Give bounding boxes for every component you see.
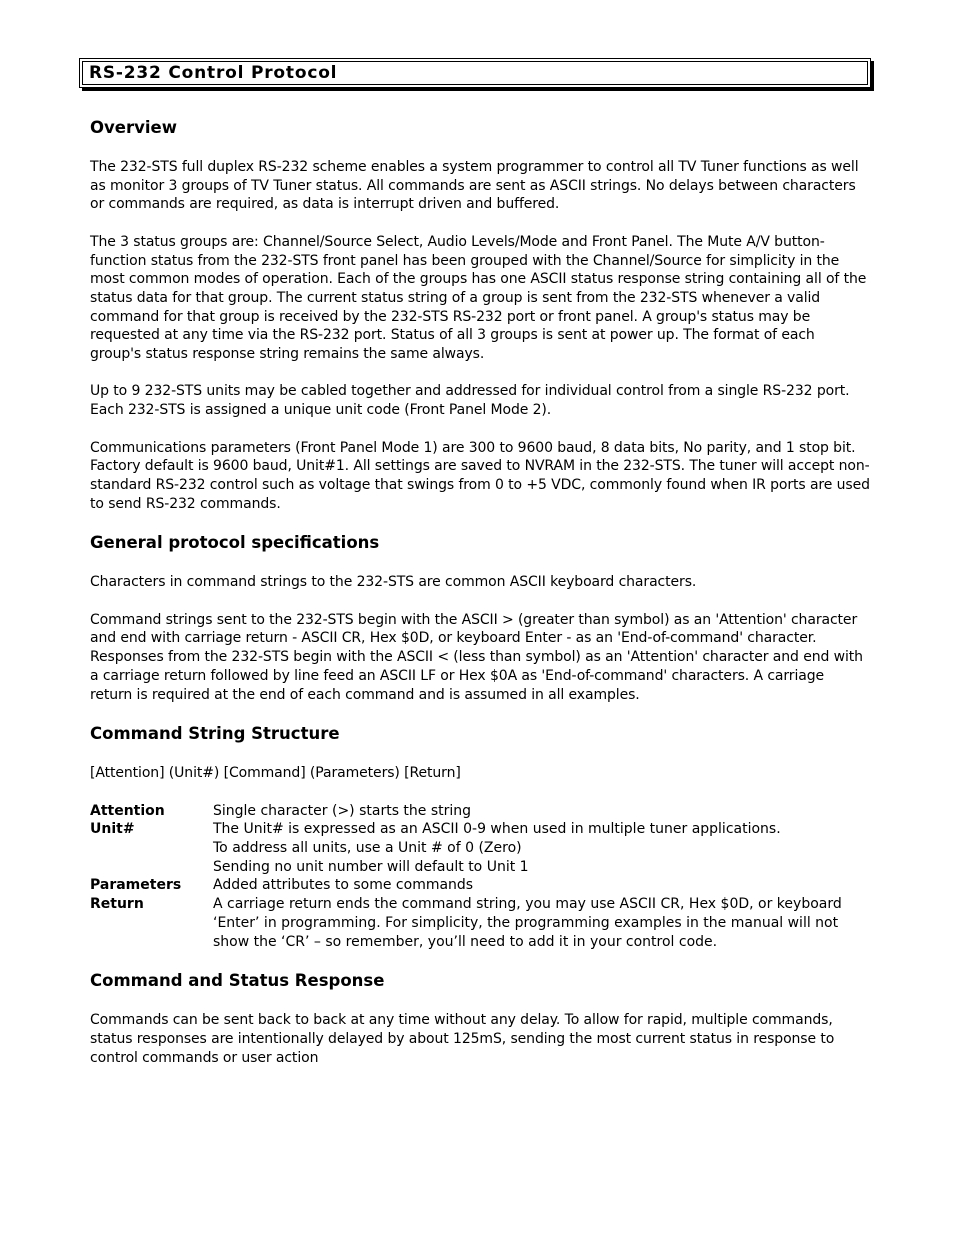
general-paragraph-1: Characters in command strings to the 232-STS are common ASCII keyboard characters. — [90, 574, 697, 591]
definition-term: Attention — [90, 802, 165, 819]
overview-paragraph-2: The 3 status groups are: Channel/Source Select, Audio Levels/Mode and Front Panel. The Mute A/V button-function status from the 232-STS front panel has been grouped with the Channel/Source for simplicity in the most common modes of operation. Each of the groups has one ASCII status response string containing all of the status data for that group. The current status string of a group is sent from the 232-STS whenever a valid command for that group is received by the 232-STS RS-232 port or front panel. A group's status may be requested at any time via the RS-232 port. Status of all 3 groups is sent at power up. The format of each group's status response string remains the same always. — [90, 233, 867, 363]
status-response-heading: Command and Status Response — [90, 971, 385, 991]
definition-row-attention — [90, 802, 870, 821]
page-title: RS-232 Control Protocol — [89, 63, 338, 83]
general-protocol-heading: General protocol specifications — [90, 533, 380, 553]
definition-term: Parameters — [90, 877, 182, 894]
definition-line: To address all units, use a Unit # of 0 (Zero) — [213, 840, 522, 857]
definition-line: Sending no unit number will default to Unit 1 — [213, 858, 529, 875]
definition-row-unit — [90, 820, 870, 876]
command-syntax: [Attention] (Unit#) [Command] (Parameters) [Return] — [90, 765, 461, 782]
overview-heading: Overview — [90, 118, 177, 137]
overview-paragraph-3: Up to 9 232-STS units may be cabled together and addressed for individual control from a single RS-232 port. Each 232-STS is assigned a unique unit code (Front Panel Mode 2). — [90, 383, 850, 419]
definition-description — [213, 876, 870, 895]
definition-row-parameters — [90, 876, 870, 895]
definition-description — [213, 802, 870, 821]
document-body — [90, 117, 870, 1067]
status-paragraph-1: Commands can be sent back to back at any time without any delay. To allow for rapid, multiple commands, status responses are intentionally delayed by about 125mS, sending the most current status in response to control commands or user action — [90, 1012, 835, 1066]
overview-paragraph-4: Communications parameters (Front Panel Mode 1) are 300 to 9600 baud, 8 data bits, No parity, and 1 stop bit. Factory default is 9600 baud, Unit#1. All settings are saved to NVRAM in the 232-STS. The tuner will accept non-standard RS-232 control such as voltage that swings from 0 to +5 VDC, commonly found when IR ports are used to send RS-232 commands. — [90, 439, 870, 512]
definition-term: Return — [90, 896, 144, 913]
definition-line: Added attributes to some commands — [213, 877, 474, 894]
overview-paragraph-1: The 232-STS full duplex RS-232 scheme enables a system programmer to control all TV Tuner functions as well as monitor 3 groups of TV Tuner status. All commands are sent as ASCII strings. No delays between characters or commands are required, as data is interrupt driven and buffered. — [90, 159, 859, 213]
definition-list — [90, 802, 870, 952]
definition-description — [213, 820, 870, 876]
definition-row-return — [90, 895, 870, 951]
command-structure-heading: Command String Structure — [90, 724, 340, 744]
general-paragraph-2: Command strings sent to the 232-STS begin with the ASCII > (greater than symbol) as an 'Attention' character and end with carriage return - ASCII CR, Hex $0D, or keyboard Enter - as an 'End-of-command' character. Responses from the 232-STS begin with the ASCII < (less than symbol) as an 'Attention' character and end with a carriage return followed by line feed an ASCII LF or Hex $0A as 'End-of-command' characters. A carriage return is required at the end of each command and is assumed in all examples. — [90, 611, 863, 703]
definition-line: The Unit# is expressed as an ASCII 0-9 when used in multiple tuner applications. — [213, 821, 781, 838]
definition-line: A carriage return ends the command string, you may use ASCII CR, Hex $0D, or keyboard ‘Enter’ in programming. For simplicity, the programming examples in the manual will not show the ‘CR’ – so remember, you’ll need to add it in your control code. — [213, 896, 842, 950]
definition-term: Unit# — [90, 821, 135, 838]
title-bar — [79, 58, 871, 88]
definition-description — [213, 895, 870, 951]
definition-line: Single character (>) starts the string — [213, 802, 472, 819]
